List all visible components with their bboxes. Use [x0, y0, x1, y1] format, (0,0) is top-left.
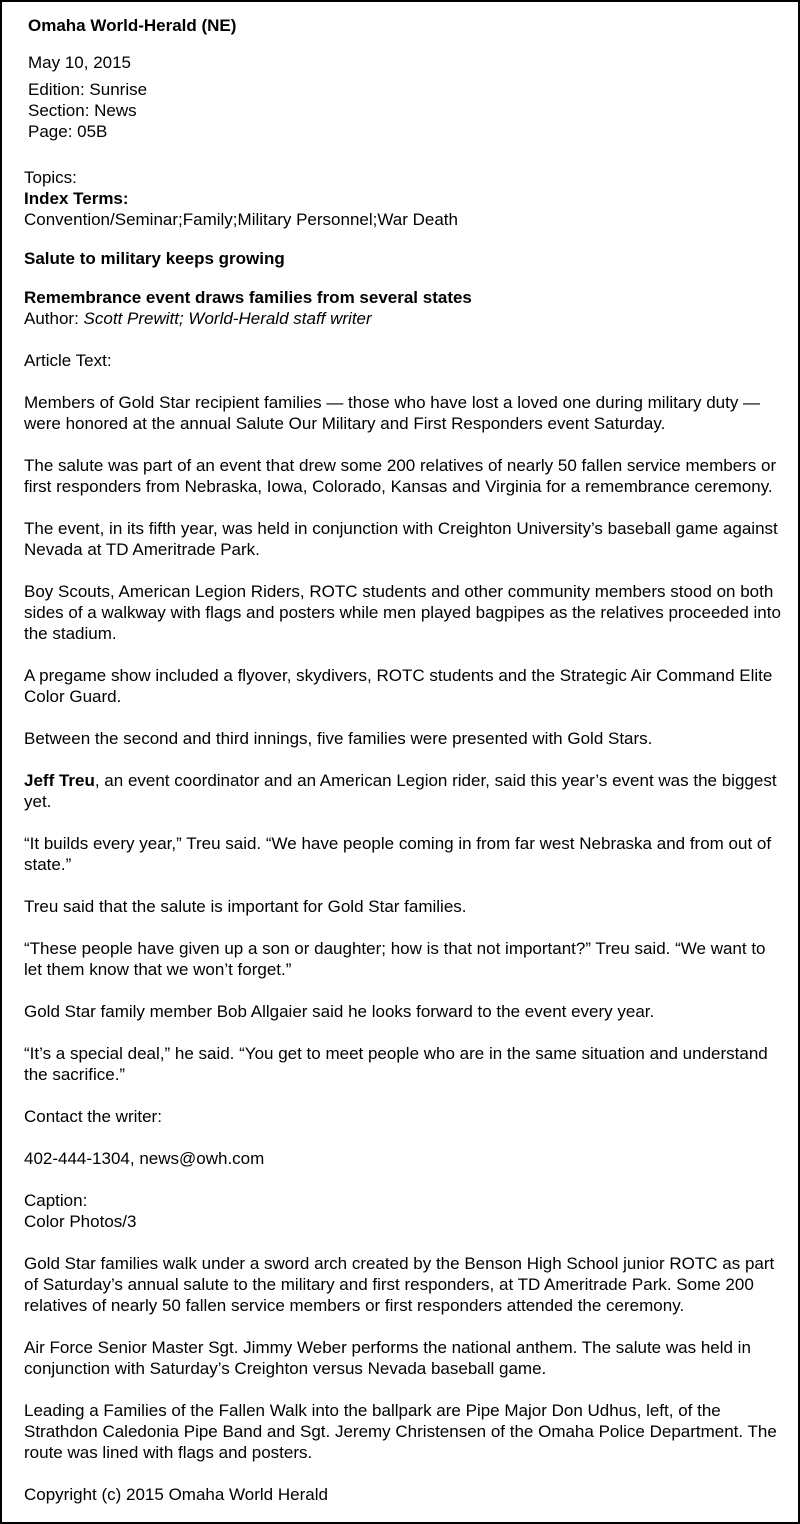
caption-3: Leading a Families of the Fallen Walk into the ballpark are Pipe Major Don Udhus, left, of the Strathdon Caledonia Pipe Band and Sgt. Jeremy Christensen of the Omaha Police Department. The route was lined with flags and posters.: [24, 1401, 777, 1462]
caption-label: Caption:: [24, 1191, 88, 1210]
paragraph-6: Between the second and third innings, five families were presented with Gold Stars.: [24, 729, 653, 748]
edition: Edition: Sunrise: [28, 80, 148, 99]
paragraph-1: Members of Gold Star recipient families — those who have lost a loved one during military duty — were honored at the annual Salute Our Military and First Responders event Saturday.: [24, 393, 761, 433]
contact-info: 402-444-1304, news@owh.com: [24, 1149, 265, 1168]
paragraph-2: The salute was part of an event that drew some 200 relatives of nearly 50 fallen service members or first responders from Nebraska, Iowa, Colorado, Kansas and Virginia for a remembrance ceremony.: [24, 456, 777, 496]
contact-label: Contact the writer:: [24, 1107, 162, 1126]
page-number: Page: 05B: [28, 122, 108, 141]
paragraph-7-text: , an event coordinator and an American Legion rider, said this year’s event was the biggest yet.: [24, 771, 777, 811]
topics-block: [24, 167, 784, 230]
publication-name: Omaha World-Herald (NE): [28, 16, 237, 35]
paragraph-10: “These people have given up a son or daughter; how is that not important?” Treu said. “We want to let them know that we won’t forget.”: [24, 939, 766, 979]
topics-label: Topics:: [24, 168, 77, 187]
paragraph-7: [24, 770, 784, 812]
paragraph-8: “It builds every year,” Treu said. “We have people coming in from far west Nebraska and from out of state.”: [24, 834, 772, 874]
caption-2: Air Force Senior Master Sgt. Jimmy Weber performs the national anthem. The salute was held in conjunction with Saturday’s Creighton versus Nevada baseball game.: [24, 1338, 751, 1378]
section: Section: News: [28, 101, 137, 120]
index-terms: Convention/Seminar;Family;Military Personnel;War Death: [24, 210, 458, 229]
author-label: Author:: [24, 309, 79, 328]
paragraph-4: Boy Scouts, American Legion Riders, ROTC students and other community members stood on both sides of a walkway with flags and posters while men played bagpipes as the relatives proceeded into the stadium.: [24, 582, 781, 643]
caption-1: Gold Star families walk under a sword arch created by the Benson High School junior ROTC as part of Saturday’s annual salute to the military and first responders, at TD Ameritrade Park. Some 200 relatives of nearly 50 fallen service members or first responders attended the ceremony.: [24, 1254, 775, 1315]
publication-date: May 10, 2015: [28, 53, 132, 72]
paragraph-12: “It’s a special deal,” he said. “You get to meet people who are in the same situation and understand the sacrifice.”: [24, 1044, 768, 1084]
paragraph-11: Gold Star family member Bob Allgaier said he looks forward to the event every year.: [24, 1002, 655, 1021]
author-name: Scott Prewitt; World-Herald staff writer: [83, 309, 372, 328]
copyright: Copyright (c) 2015 Omaha World Herald: [24, 1485, 328, 1504]
author-line: [24, 308, 784, 329]
headline: Salute to military keeps growing: [24, 249, 285, 268]
article-header: [24, 15, 784, 142]
paragraph-9: Treu said that the salute is important for Gold Star families.: [24, 897, 467, 916]
paragraph-5: A pregame show included a flyover, skydivers, ROTC students and the Strategic Air Command Elite Color Guard.: [24, 666, 773, 706]
caption-photos: Color Photos/3: [24, 1212, 137, 1231]
index-terms-label: Index Terms:: [24, 189, 129, 208]
paragraph-3: The event, in its fifth year, was held in conjunction with Creighton University’s baseball game against Nevada at TD Ameritrade Park.: [24, 519, 778, 559]
person-name: Jeff Treu: [24, 771, 95, 790]
subheadline: Remembrance event draws families from several states: [24, 288, 472, 307]
article-document: [24, 15, 784, 1505]
article-text-label: Article Text:: [24, 351, 112, 370]
